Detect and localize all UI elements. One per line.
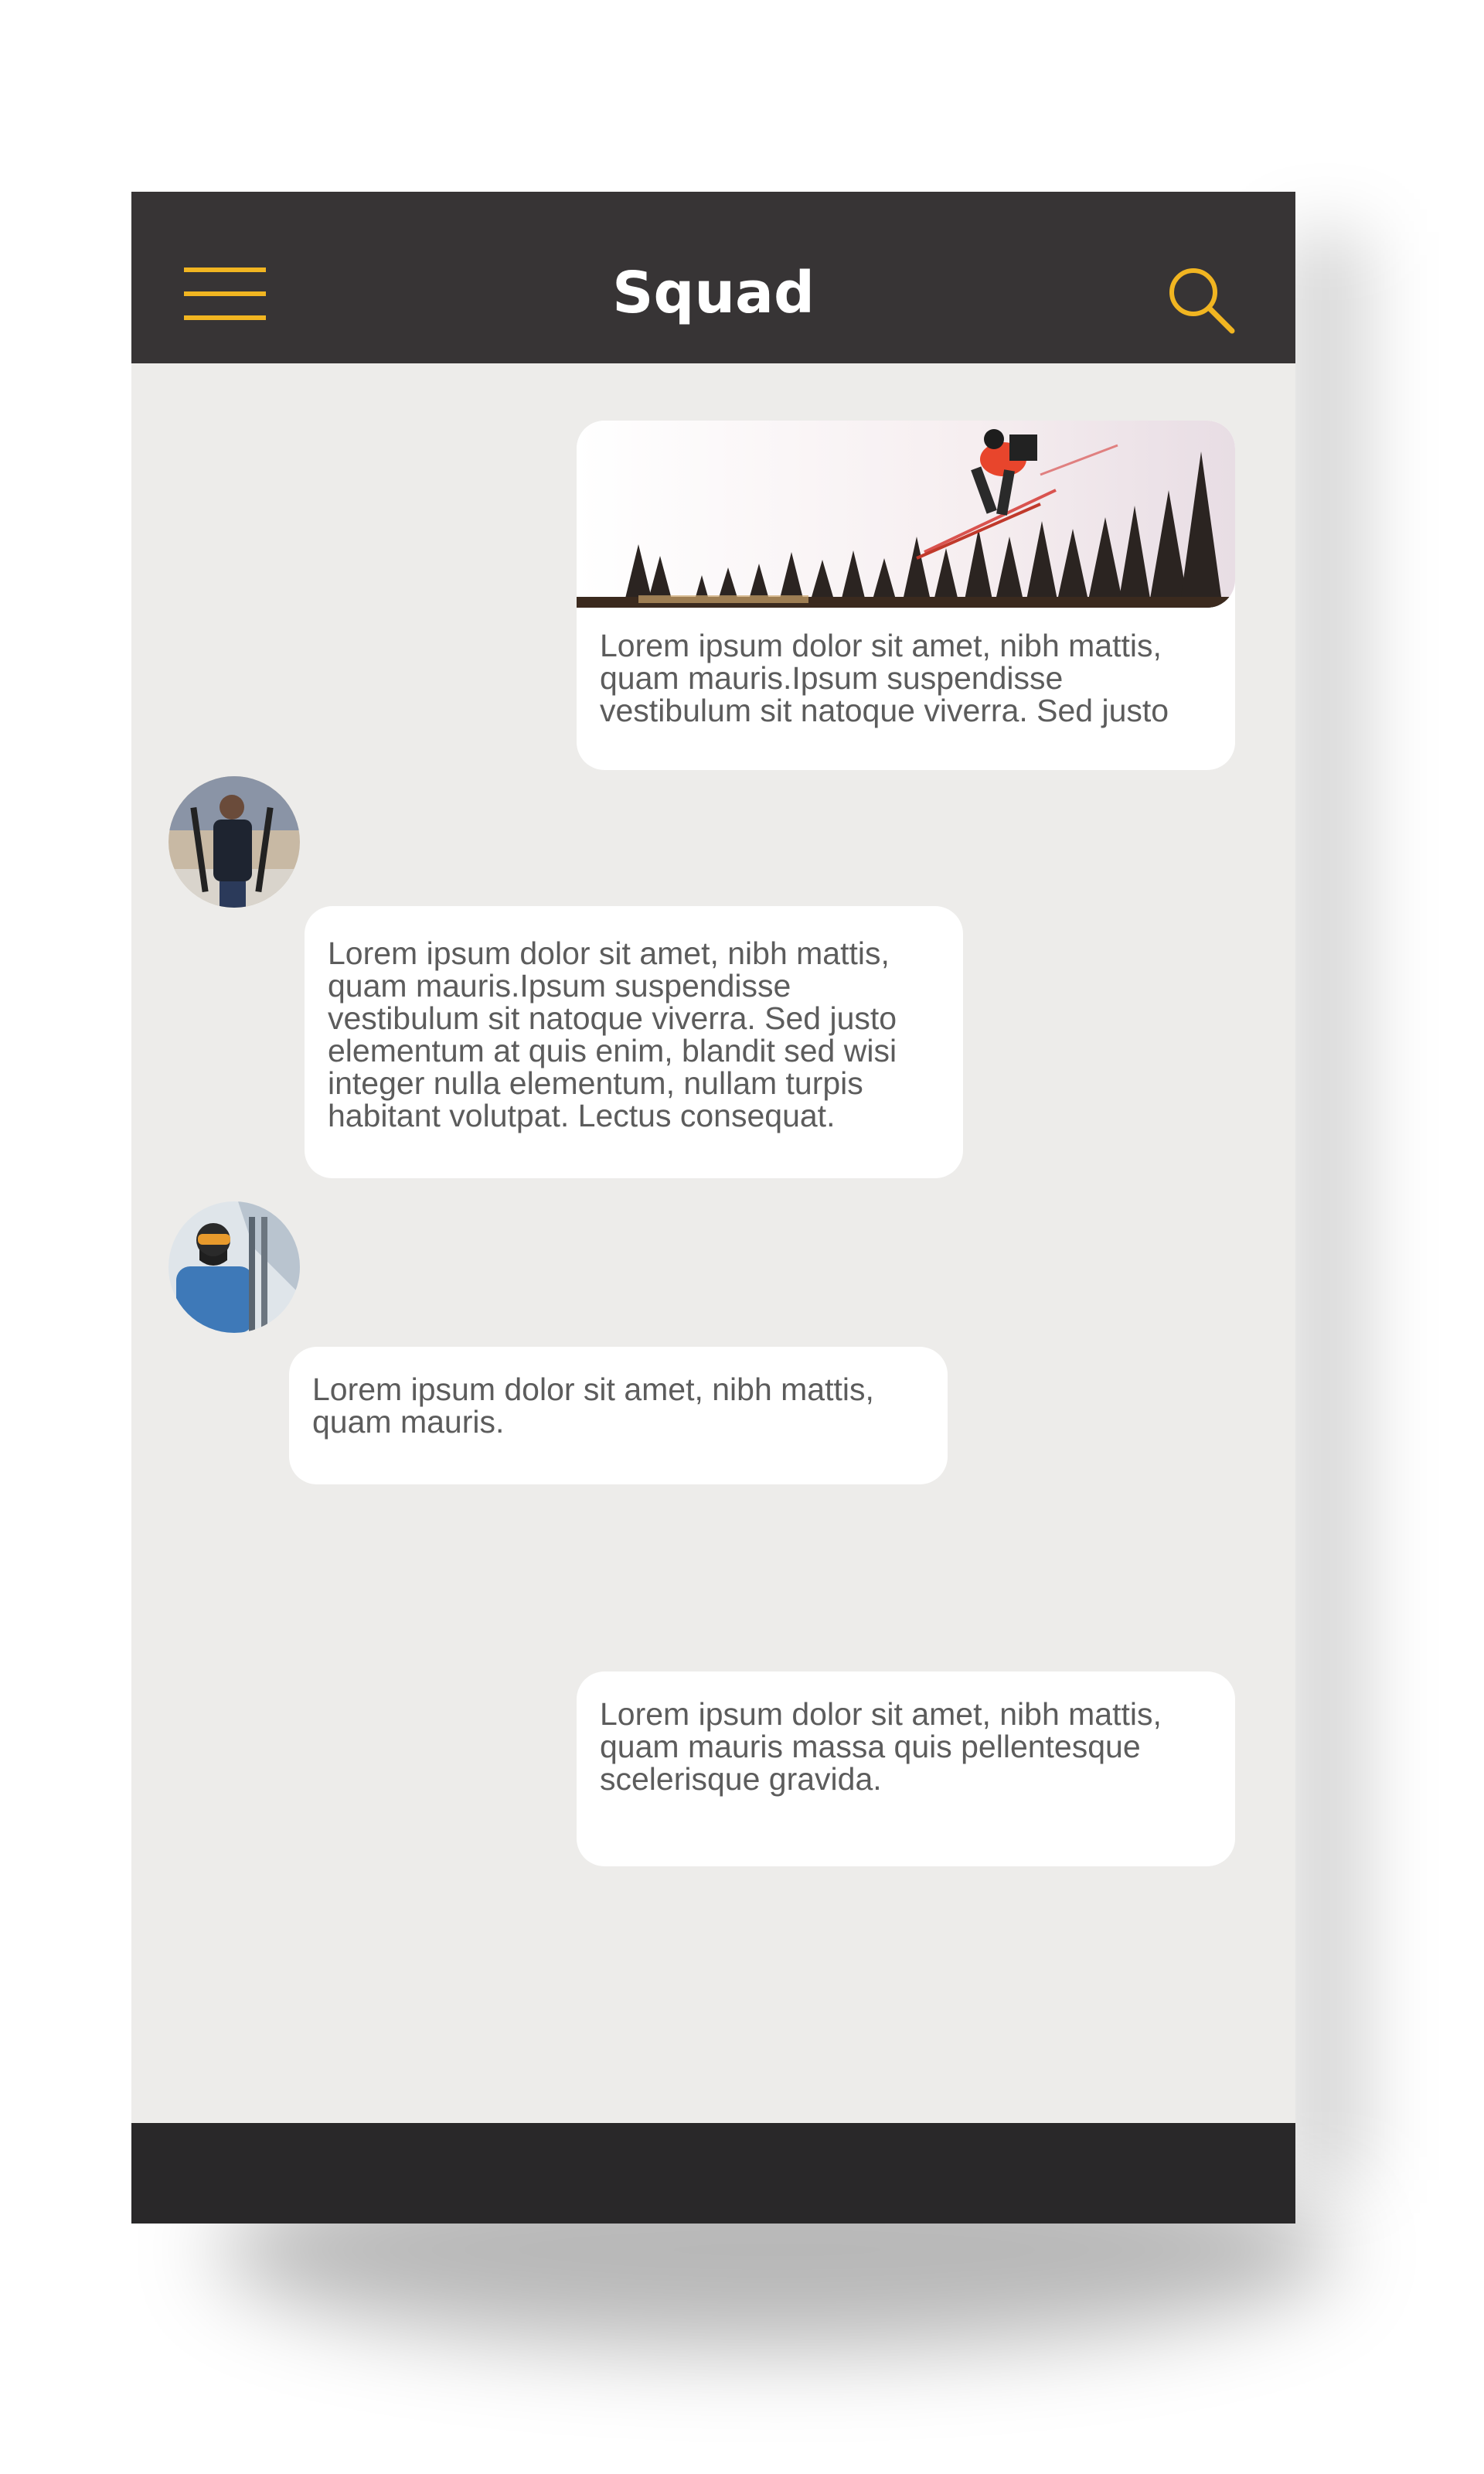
phone-screen [131,192,1295,2224]
header-bar [131,192,1295,363]
message-bubble-incoming [289,1347,948,1484]
skier-goggles-avatar[interactable] [168,1201,300,1333]
message-text: Lorem ipsum dolor sit amet, nibh mattis, quam mauris.Ipsum suspendisse vestibulum sit natoque viverra. Sed justo [600,628,1169,728]
bottom-bar [131,2123,1295,2224]
message-bubble-incoming [305,906,963,1178]
ski-jump-photo[interactable] [577,421,1235,608]
phone-side-shadow [1283,232,1368,2180]
skier-avatar[interactable] [168,776,300,908]
chat-thread [131,363,1295,2100]
message-bubble-outgoing [577,421,1235,770]
message-text: Lorem ipsum dolor sit amet, nibh mattis, quam mauris.Ipsum suspendisse vestibulum sit natoque viverra. Sed justo elementum at quis enim, blandit sed wisi integer nulla elementum, nullam turpis habitant volutpat. Lectus consequat. [328,935,897,1133]
message-text: Lorem ipsum dolor sit amet, nibh mattis, quam mauris. [312,1372,874,1440]
page-title: Squad [612,260,815,326]
search-icon[interactable] [1164,263,1238,337]
message-text: Lorem ipsum dolor sit amet, nibh mattis, quam mauris massa quis pellentesque scelerisque gravida. [600,1696,1162,1797]
message-bubble-outgoing [577,1671,1235,1866]
